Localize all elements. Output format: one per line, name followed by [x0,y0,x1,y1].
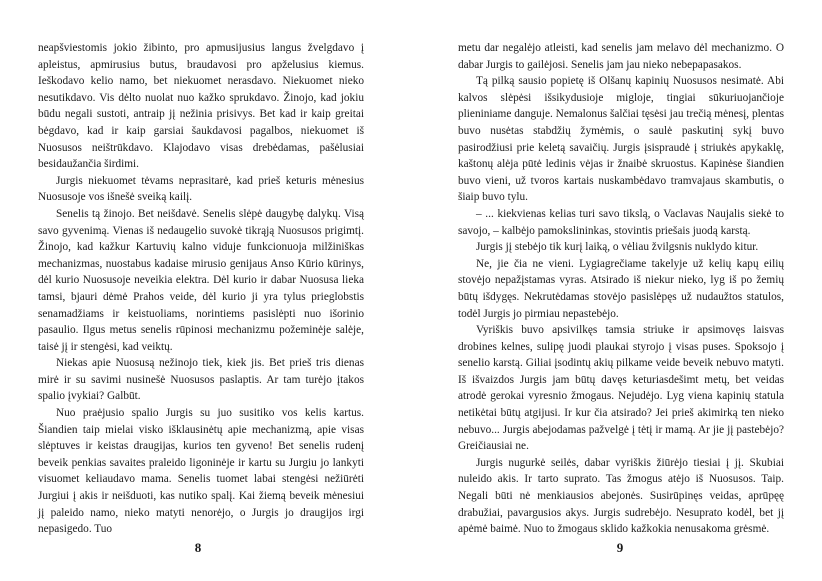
left-paragraph-2: Jurgis niekuomet tėvams neprasitarė, kad prieš keturis mėnesius Nuosusoje vos išnešė sveiką kailį. [38,174,364,204]
right-paragraph-6: Vyriškis buvo apsivilkęs tamsia striuke ir apsimovęs laisvas drobines kelnes, sulipę juodi plaukai styrojo į visas puses. Spoksojo į senelio karstą. Giliai įsodintų akių pilkame veide beveik nebuvo matyti. Iš išvaizdos Jurgis jam būtų davęs keturiasdešimt metų, bet veidas atrodė gerokai vyresnio žmogaus. Nejudėjo. Lyg viena kapinių statula netikėtai būtų atgijusi. Ir kur čia atsirado? Jei prieš akimirką ten nieko nebuvo... Jurgis abejodamas pažvelgė į tėtį ir mamą. Ar jie jį pastebėjo? Greičiausiai ne. [458,324,784,453]
right-page-number: 9 [616,540,624,555]
left-paragraph-5: Nuo praėjusio spalio Jurgis su juo susitiko vos kelis kartus. Šiandien taip mielai visko išklausinėtų apie mechanizmą, apie visas slėptuves ir keistas draugijas, kurios ten gyveno! Bet senelis rudenį beveik penkias savaites praleido ligoninėje ir kartu su Jurgiu jo lankyti visuomet keliaudavo mama. Senelis tuomet labai stengėsi nežiūrėti Jurgiui į akis ir neišduoti, kas nutiko spalį. Kai žiemą beveik mėnesiui jį paleido namo, nieko matyti nenorėjo, o Jurgis jo draugijos irgi nepasigedo. Tuo [38,407,364,536]
right-paragraph-4: Jurgis jį stebėjo tik kurį laiką, o vėliau žvilgsnis nuklydo kitur. [476,241,759,254]
left-paragraph-3: Senelis tą žinojo. Bet neišdavė. Senelis slėpė daugybę dalykų. Visą savo gyvenimą. Vienas iš nedaugelio suvokė tikrąją Nuosusos prigimtį. Žinojo, kad kažkur Kartuvių kalno viduje funkcionuoja milžiniškas mechanizmas, nuostabus kadaise mirusio genijaus Anso Kūrio kūrinys, dėl kurio Nuosusoje neveikia elektra. Dėl kurio ir dabar Nuosusa lieka tamsi, bjauri dėmė Prahos veide, dėl kurio ji yra tylus prieglobstis senamadžiams ir keistuoliams, norintiems pasislėpti nuo išorinio pasaulio. Ilgus metus senelis rūpinosi mechanizmu požeminėje salėje, taisė jį ir stengėsi, kad veiktų. [38,207,364,353]
right-page [458,40,784,538]
left-paragraph-4: Niekas apie Nuosusą nežinojo tiek, kiek jis. Bet prieš tris dienas mirė ir su savimi nusinešė Nuosusos paslaptis. Ar tam turėjo įtakos spalio įvykiai? Galbūt. [38,357,364,403]
left-page-number: 8 [194,540,202,555]
left-paragraph-1: neapšviestomis jokio žibinto, pro apmusijusius langus žvelgdavo į apleistus, apmirusius butus, braudavosi pro apželusius kiemus. Ieškodavo kelio namo, bet niekuomet nerasdavo. Niekuomet nieko nesutikdavo. Vis dėlto nuolat nuo kažko sprukdavo. Žinojo, kad jokiu būdu negali sustoti, antraip jį nežinia prisivys. Bet kad ir kaip greitai bėgdavo, kad ir kaip garsiai šaukdavosi pagalbos, niekuomet iš Nuosusos neištrūkdavo. Klajodavo visas drebėdamas, pašėlusiai besidaužančia širdimi. [38,42,364,171]
right-paragraph-1: metu dar negalėjo atleisti, kad senelis jam melavo dėl mechanizmo. O dabar Jurgis to gailėjosi. Senelis jam jau nieko nebepapasakos. [458,42,784,71]
right-paragraph-2: Tą pilką sausio popietę iš Olšanų kapinių Nuosusos nesimatė. Abi kalvos slėpėsi išsikydusioje migloje, tingiai sūkuriuojančioje plieniniame danguje. Nemalonus šalčiai tęsėsi jau trečią mėnesį, plentas buvo nusėtas stabdžių žymėmis, o saulė paskutinį sykį buvo pasirodžiusi prie keletą savaičių. Jurgis įsisprаudė į striukės apykaklę, kaštonų alėja pūtė ledinis vėjas ir žnaibė skruostus. Kapinėse šiandien buvo vieni, už tvoros kartais nuskambėdavo tramvajaus skambutis, o šiaip buvo tylu. [458,75,784,204]
right-paragraph-7: Jurgis nugurkė seilės, dabar vyriškis žiūrėjo tiesiai į jį. Skubiai nuleido akis. Ir tarto suprato. Tas žmogus atėjo iš Nuosusos. Taip. Negali būti nė menkiausios abejonės. Susirūpinęs veidas, aprūpęę drabužiai, pavargusios akys. Jurgis sudrebėjo. Nesuprato kodėl, bet jį apėmė baimė. Nuo to žmogaus sklido kažkokia nenusakoma grėsmė. [458,456,784,536]
left-page [38,40,364,538]
right-paragraph-3: – ... kiekvienas kelias turi savo tikslą, o Vaclavas Naujalis siekė to savojo, – kalbėjo pamokslininkas, stovintis priešais juodą karstą. [458,207,784,237]
right-paragraph-5: Ne, jie čia ne vieni. Lygiagrečiame takelyje už kelių kapų eilių stovėjo nepažįstamas vyras. Atsirado iš niekur nieko, lyg iš po žemių būtų išdygęs. Nekrutėdamas stovėjo pasislėpęs už nudaužtos statulos, todėl Jurgis jo pirmiau nepastebėjo. [458,257,784,320]
